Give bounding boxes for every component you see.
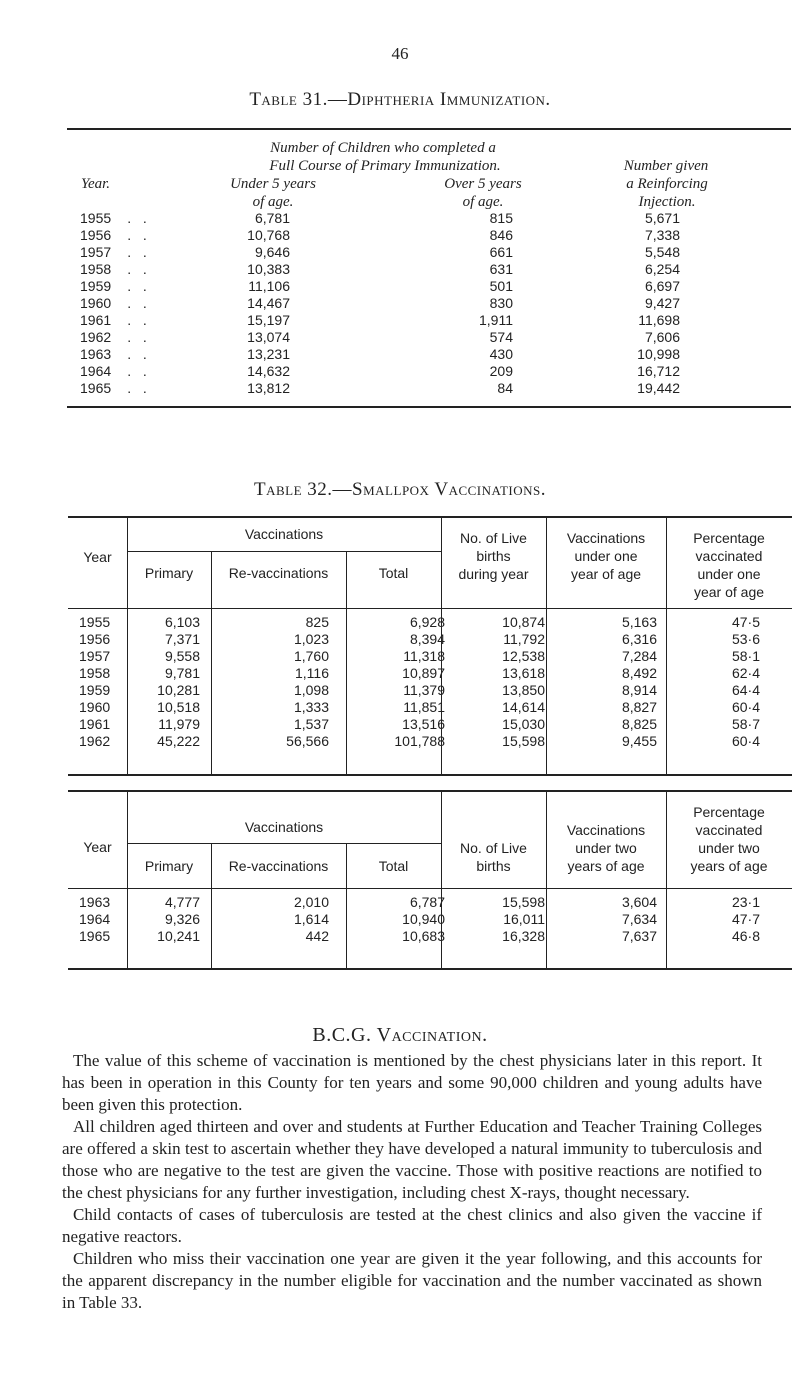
vaccinations-under-age-cell: 8,827 [621, 699, 657, 715]
total-cell: 11,318 [403, 648, 445, 664]
t32a-header-rule [68, 608, 792, 609]
under5-cell: 15,197 [247, 312, 290, 328]
t31-over5-line1: Over 5 years [444, 176, 522, 192]
t32a-pct-3: under one [697, 566, 761, 582]
percentage-cell: 60·4 [731, 699, 760, 715]
revaccination-cell: 56,566 [286, 733, 329, 749]
percentage-cell: 46·8 [731, 928, 760, 944]
vaccinations-under-age-cell: 8,492 [621, 665, 657, 681]
t32b-under2-3: years of age [567, 858, 645, 874]
over5-cell: 846 [489, 227, 513, 243]
table-row [80, 278, 680, 295]
births-cell: 13,850 [502, 682, 545, 698]
revaccination-cell: 1,537 [293, 716, 329, 732]
t31-reinf-line2: a Reinforcing [626, 176, 708, 192]
year-cell: 1963 [79, 894, 111, 910]
t32a-under1-3: year of age [570, 566, 642, 582]
bcg-paragraph-1: The value of this scheme of vaccination is mentioned by the chest physicians later in this report. It has been in operation in this County for ten years and some 90,000 children and young adults have been given this protection. [62, 1051, 762, 1114]
total-cell: 6,928 [409, 614, 445, 630]
year-cell: 1962 [79, 733, 111, 749]
table-row [79, 665, 760, 682]
births-cell: 15,030 [502, 716, 545, 732]
births-cell: 14,614 [502, 699, 545, 715]
primary-cell: 9,558 [164, 648, 200, 664]
t32a-under1-2: under one [574, 548, 638, 564]
percentage-cell: 47·7 [731, 911, 760, 927]
table-row [80, 295, 680, 312]
under5-cell: 6,781 [254, 210, 290, 226]
t32a-births-1: No. of Live [460, 530, 527, 546]
reinforcing-cell: 9,427 [644, 295, 680, 311]
revaccination-cell: 1,614 [293, 911, 329, 927]
vaccinations-under-age-cell: 3,604 [621, 894, 657, 910]
reinforcing-cell: 5,548 [644, 244, 680, 260]
table-row [79, 631, 760, 648]
leader-dots: . . [127, 329, 147, 345]
under5-cell: 13,231 [247, 346, 290, 362]
primary-cell: 10,241 [157, 928, 200, 944]
table-row [80, 210, 680, 227]
t31-year-header: Year. [81, 176, 111, 192]
reinforcing-cell: 6,254 [644, 261, 680, 277]
table-row [79, 911, 760, 928]
year-cell: 1956 [79, 631, 111, 647]
vaccinations-under-age-cell: 8,914 [621, 682, 657, 698]
t32b-year-header: Year [83, 839, 112, 855]
births-cell: 16,011 [503, 911, 545, 927]
t32a-top-rule [68, 516, 792, 518]
leader-dots: . . [127, 244, 147, 260]
vaccinations-under-age-cell: 6,316 [621, 631, 657, 647]
vaccinations-under-age-cell: 7,637 [621, 928, 657, 944]
table-row [79, 648, 760, 665]
t32b-births-2: births [476, 858, 511, 874]
under5-cell: 14,632 [247, 363, 290, 379]
t32a-births-3: during year [458, 566, 529, 582]
t32a-births-2: births [476, 548, 511, 564]
leader-dots: . . [127, 346, 147, 362]
percentage-cell: 23·1 [731, 894, 760, 910]
vaccinations-under-age-cell: 8,825 [621, 716, 657, 732]
year-cell: 1959 [80, 278, 112, 294]
t32b-bottom-rule [68, 968, 792, 970]
t32b-under2-1: Vaccinations [566, 822, 646, 838]
reinforcing-cell: 11,698 [638, 312, 680, 328]
t32b-body-table [79, 894, 760, 945]
table-row [80, 261, 680, 278]
leader-dots: . . [127, 295, 147, 311]
t32a-births-header [441, 529, 546, 583]
births-cell: 16,328 [502, 928, 545, 944]
primary-cell: 7,371 [164, 631, 200, 647]
leader-dots: . . [127, 380, 147, 396]
over5-cell: 830 [489, 295, 513, 311]
table31-body [80, 210, 680, 397]
table31-bottom-rule [67, 406, 791, 408]
revaccination-cell: 1,023 [293, 631, 329, 647]
year-cell: 1958 [80, 261, 112, 277]
revaccination-cell: 1,333 [293, 699, 329, 715]
year-cell: 1965 [80, 380, 112, 396]
year-cell: 1960 [80, 295, 112, 311]
births-cell: 12,538 [502, 648, 545, 664]
under5-cell: 11,106 [248, 278, 290, 294]
t32b-under2-2: under two [575, 840, 637, 856]
t31-reinf-line3: Injection. [638, 194, 696, 210]
percentage-cell: 58·1 [731, 648, 760, 664]
year-cell: 1955 [80, 210, 112, 226]
t32b-under2-header [546, 821, 666, 875]
under5-cell: 9,646 [254, 244, 290, 260]
bcg-paragraph-3: Child contacts of cases of tuberculosis are tested at the chest clinics and also given the vaccine if negative reactors. [62, 1205, 762, 1246]
under5-cell: 13,812 [247, 380, 290, 396]
primary-cell: 6,103 [164, 614, 200, 630]
total-cell: 11,379 [403, 682, 445, 698]
percentage-cell: 62·4 [731, 665, 760, 681]
percentage-cell: 64·4 [731, 682, 760, 698]
t32a-total-header: Total [378, 565, 409, 581]
table32-title: Table 32.—Smallpox Vaccinations. [254, 479, 546, 500]
vaccinations-under-age-cell: 5,163 [621, 614, 657, 630]
vaccinations-under-age-cell: 7,634 [621, 911, 657, 927]
vaccinations-under-age-cell: 9,455 [621, 733, 657, 749]
t32a-body-table [79, 614, 760, 750]
year-cell: 1962 [80, 329, 112, 345]
percentage-cell: 53·6 [731, 631, 760, 647]
table-row [79, 733, 760, 750]
revaccination-cell: 825 [305, 614, 329, 630]
table-row [79, 894, 760, 911]
t32a-primary-header: Primary [144, 565, 194, 581]
percentage-cell: 58·7 [731, 716, 760, 732]
t32b-top-rule [68, 790, 792, 792]
revaccination-cell: 1,098 [293, 682, 329, 698]
t32a-vacc-header: Vaccinations [244, 526, 324, 542]
table-row [80, 312, 680, 329]
leader-dots: . . [127, 312, 147, 328]
table-row [80, 380, 680, 397]
reinforcing-cell: 7,338 [644, 227, 680, 243]
over5-cell: 84 [497, 380, 513, 396]
year-cell: 1963 [80, 346, 112, 362]
reinforcing-cell: 6,697 [644, 278, 680, 294]
over5-cell: 815 [489, 210, 513, 226]
total-cell: 6,787 [409, 894, 445, 910]
t32b-sub-rule [127, 843, 441, 844]
total-cell: 8,394 [409, 631, 445, 647]
t32a-pct-header [666, 529, 792, 601]
under5-cell: 13,074 [247, 329, 290, 345]
primary-cell: 11,979 [158, 716, 200, 732]
percentage-cell: 47·5 [731, 614, 760, 630]
births-cell: 13,618 [502, 665, 545, 681]
t32b-pct-3: under two [698, 840, 760, 856]
t32b-pct-4: years of age [690, 858, 768, 874]
primary-cell: 10,518 [157, 699, 200, 715]
primary-cell: 9,326 [164, 911, 200, 927]
table-row [79, 699, 760, 716]
t32a-bottom-rule [68, 774, 792, 776]
leader-dots: . . [127, 261, 147, 277]
table-row [80, 227, 680, 244]
year-cell: 1958 [79, 665, 111, 681]
over5-cell: 209 [489, 363, 513, 379]
t32b-births-1: No. of Live [460, 840, 527, 856]
t32b-primary-header: Primary [144, 858, 194, 874]
vaccinations-under-age-cell: 7,284 [621, 648, 657, 664]
t32a-pct-4: year of age [693, 584, 765, 600]
year-cell: 1956 [80, 227, 112, 243]
t31-group-line2: Full Course of Primary Immunization. [269, 158, 501, 174]
primary-cell: 45,222 [157, 733, 200, 749]
t32b-births-header [441, 839, 546, 875]
reinforcing-cell: 5,671 [644, 210, 680, 226]
t32a-pct-1: Percentage [693, 530, 765, 546]
leader-dots: . . [127, 227, 147, 243]
t31-under5-line1: Under 5 years [230, 176, 316, 192]
over5-cell: 501 [489, 278, 513, 294]
reinforcing-cell: 16,712 [637, 363, 680, 379]
year-cell: 1957 [79, 648, 111, 664]
revaccination-cell: 2,010 [293, 894, 329, 910]
under5-cell: 10,383 [247, 261, 290, 277]
t32b-pct-header [666, 803, 792, 875]
total-cell: 101,788 [394, 733, 445, 749]
t31-under5-line2: of age. [252, 194, 294, 210]
year-cell: 1961 [80, 312, 112, 328]
t32a-pct-2: vaccinated [695, 548, 763, 564]
births-cell: 11,792 [503, 631, 545, 647]
table-row [79, 928, 760, 945]
over5-cell: 661 [489, 244, 513, 260]
page-number: 46 [391, 44, 409, 63]
t32a-revacc-header: Re-vaccinations [228, 565, 329, 581]
over5-cell: 430 [489, 346, 513, 362]
births-cell: 15,598 [502, 894, 545, 910]
revaccination-cell: 442 [305, 928, 329, 944]
table-row [80, 363, 680, 380]
t32b-revacc-header: Re-vaccinations [228, 858, 329, 874]
primary-cell: 10,281 [157, 682, 200, 698]
leader-dots: . . [127, 278, 147, 294]
table-row [80, 346, 680, 363]
percentage-cell: 60·4 [731, 733, 760, 749]
t32a-under1-header [546, 529, 666, 583]
year-cell: 1957 [80, 244, 112, 260]
table-row [79, 614, 760, 631]
year-cell: 1965 [79, 928, 111, 944]
t31-group-line1: Number of Children who completed a [270, 140, 496, 156]
t32a-under1-1: Vaccinations [566, 530, 646, 546]
leader-dots: . . [127, 210, 147, 226]
year-cell: 1961 [79, 716, 111, 732]
reinforcing-cell: 10,998 [637, 346, 680, 362]
table-row [80, 329, 680, 346]
t32a-year-header: Year [83, 549, 112, 565]
revaccination-cell: 1,760 [293, 648, 329, 664]
under5-cell: 14,467 [247, 295, 290, 311]
t31-over5-line2: of age. [462, 194, 504, 210]
births-cell: 15,598 [502, 733, 545, 749]
t32b-header-rule [68, 888, 792, 889]
revaccination-cell: 1,116 [295, 665, 329, 681]
reinforcing-cell: 19,442 [637, 380, 680, 396]
primary-cell: 4,777 [164, 894, 200, 910]
total-cell: 10,897 [402, 665, 445, 681]
t32b-pct-2: vaccinated [695, 822, 763, 838]
over5-cell: 1,911 [479, 312, 513, 328]
t32b-vacc-header: Vaccinations [244, 819, 324, 835]
year-cell: 1960 [79, 699, 111, 715]
year-cell: 1964 [79, 911, 111, 927]
reinforcing-cell: 7,606 [644, 329, 680, 345]
leader-dots: . . [127, 363, 147, 379]
over5-cell: 631 [489, 261, 513, 277]
bcg-title: B.C.G. Vaccination. [312, 1024, 488, 1046]
year-cell: 1959 [79, 682, 111, 698]
t32b-total-header: Total [378, 858, 409, 874]
births-cell: 10,874 [502, 614, 545, 630]
year-cell: 1964 [80, 363, 112, 379]
primary-cell: 9,781 [164, 665, 200, 681]
table-row [80, 244, 680, 261]
total-cell: 10,940 [402, 911, 445, 927]
bcg-paragraph-2: All children aged thirteen and over and students at Further Education and Teacher Training Colleges are offered a skin test to ascertain whether they have developed a natural immunity to tuberculosis and those who are negative to the test are given the vaccine. Those with positive reactions are notified to the chest physicians for any further investigation, including chest X-rays, thought necessary. [62, 1117, 762, 1202]
table-row [79, 682, 760, 699]
total-cell: 11,851 [403, 699, 445, 715]
under5-cell: 10,768 [247, 227, 290, 243]
table-row [79, 716, 760, 733]
bcg-body [62, 1050, 762, 1314]
t31-reinf-line1: Number given [623, 158, 709, 174]
t32b-pct-1: Percentage [693, 804, 765, 820]
table31-top-rule [67, 128, 791, 130]
t32a-sub-rule [127, 551, 441, 552]
total-cell: 10,683 [402, 928, 445, 944]
over5-cell: 574 [489, 329, 513, 345]
bcg-paragraph-4: Children who miss their vaccination one year are given it the year following, and this accounts for the apparent discrepancy in the number eligible for vaccination and the number vaccinated as shown in Table 33. [62, 1249, 762, 1312]
total-cell: 13,516 [402, 716, 445, 732]
table31-title: Table 31.—Diphtheria Immunization. [249, 89, 551, 110]
year-cell: 1955 [79, 614, 111, 630]
